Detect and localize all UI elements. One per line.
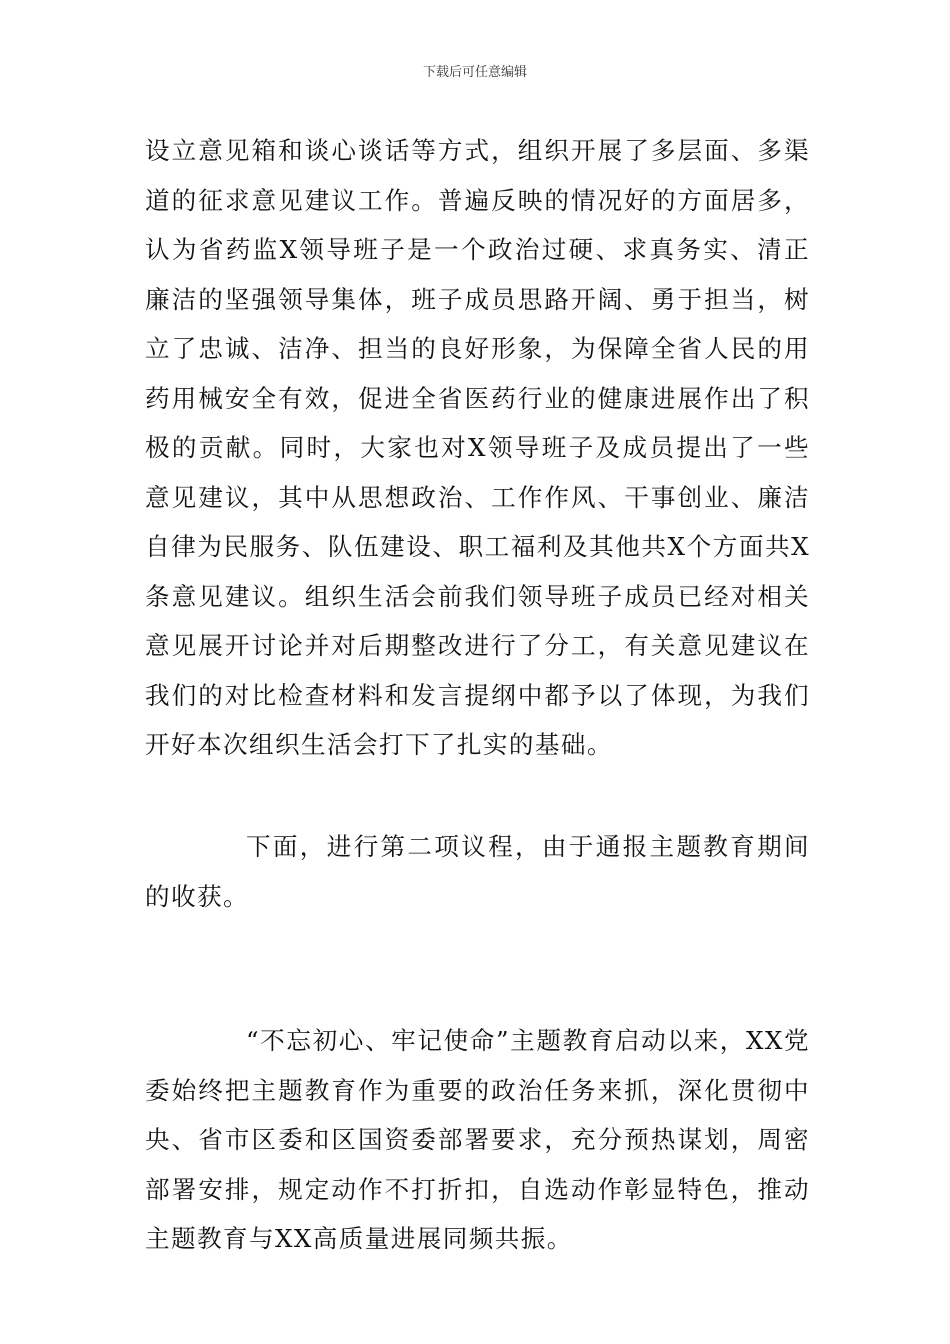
paragraph-theme-education: “不忘初心、牢记使命”主题教育启动以来，XX党委始终把主题教育作为重要的政治任务来抓，深化贯彻中央、省市区委和区国资委部署要求，充分预热谋划，周密部署安排，规定动作不打折扣，自选动作彰显特色，推动主题教育与XX高质量进展同频共振。: [145, 1026, 810, 1253]
paragraph-feedback-summary: 设立意见箱和谈心谈话等方式，组织开展了多层面、多渠道的征求意见建议工作。普遍反映的情况好的方面居多，认为省药监X领导班子是一个政治过硬、求真务实、清正廉洁的坚强领导集体，班子成员思路开阔、勇于担当，树立了忠诚、洁净、担当的良好形象，为保障全省人民的用药用械安全有效，促进全省医药行业的健康进展作出了积极的贡献。同时，大家也对X领导班子及成员提出了一些意见建议，其中从思想政治、工作作风、干事创业、廉洁自律为民服务、队伍建设、职工福利及其他共X个方面共X条意见建议。组织生活会前我们领导班子成员已经对相关意见展开讨论并对后期整改进行了分工，有关意见建议在我们的对比检查材料和发言提纲中都予以了体现，为我们开好本次组织生活会打下了扎实的基础。: [145, 136, 810, 759]
paragraph-agenda-item-two: 下面，进行第二项议程，由于通报主题教育期间的收获。: [145, 832, 810, 911]
page-header: 下载后可任意编辑: [422, 65, 527, 80]
